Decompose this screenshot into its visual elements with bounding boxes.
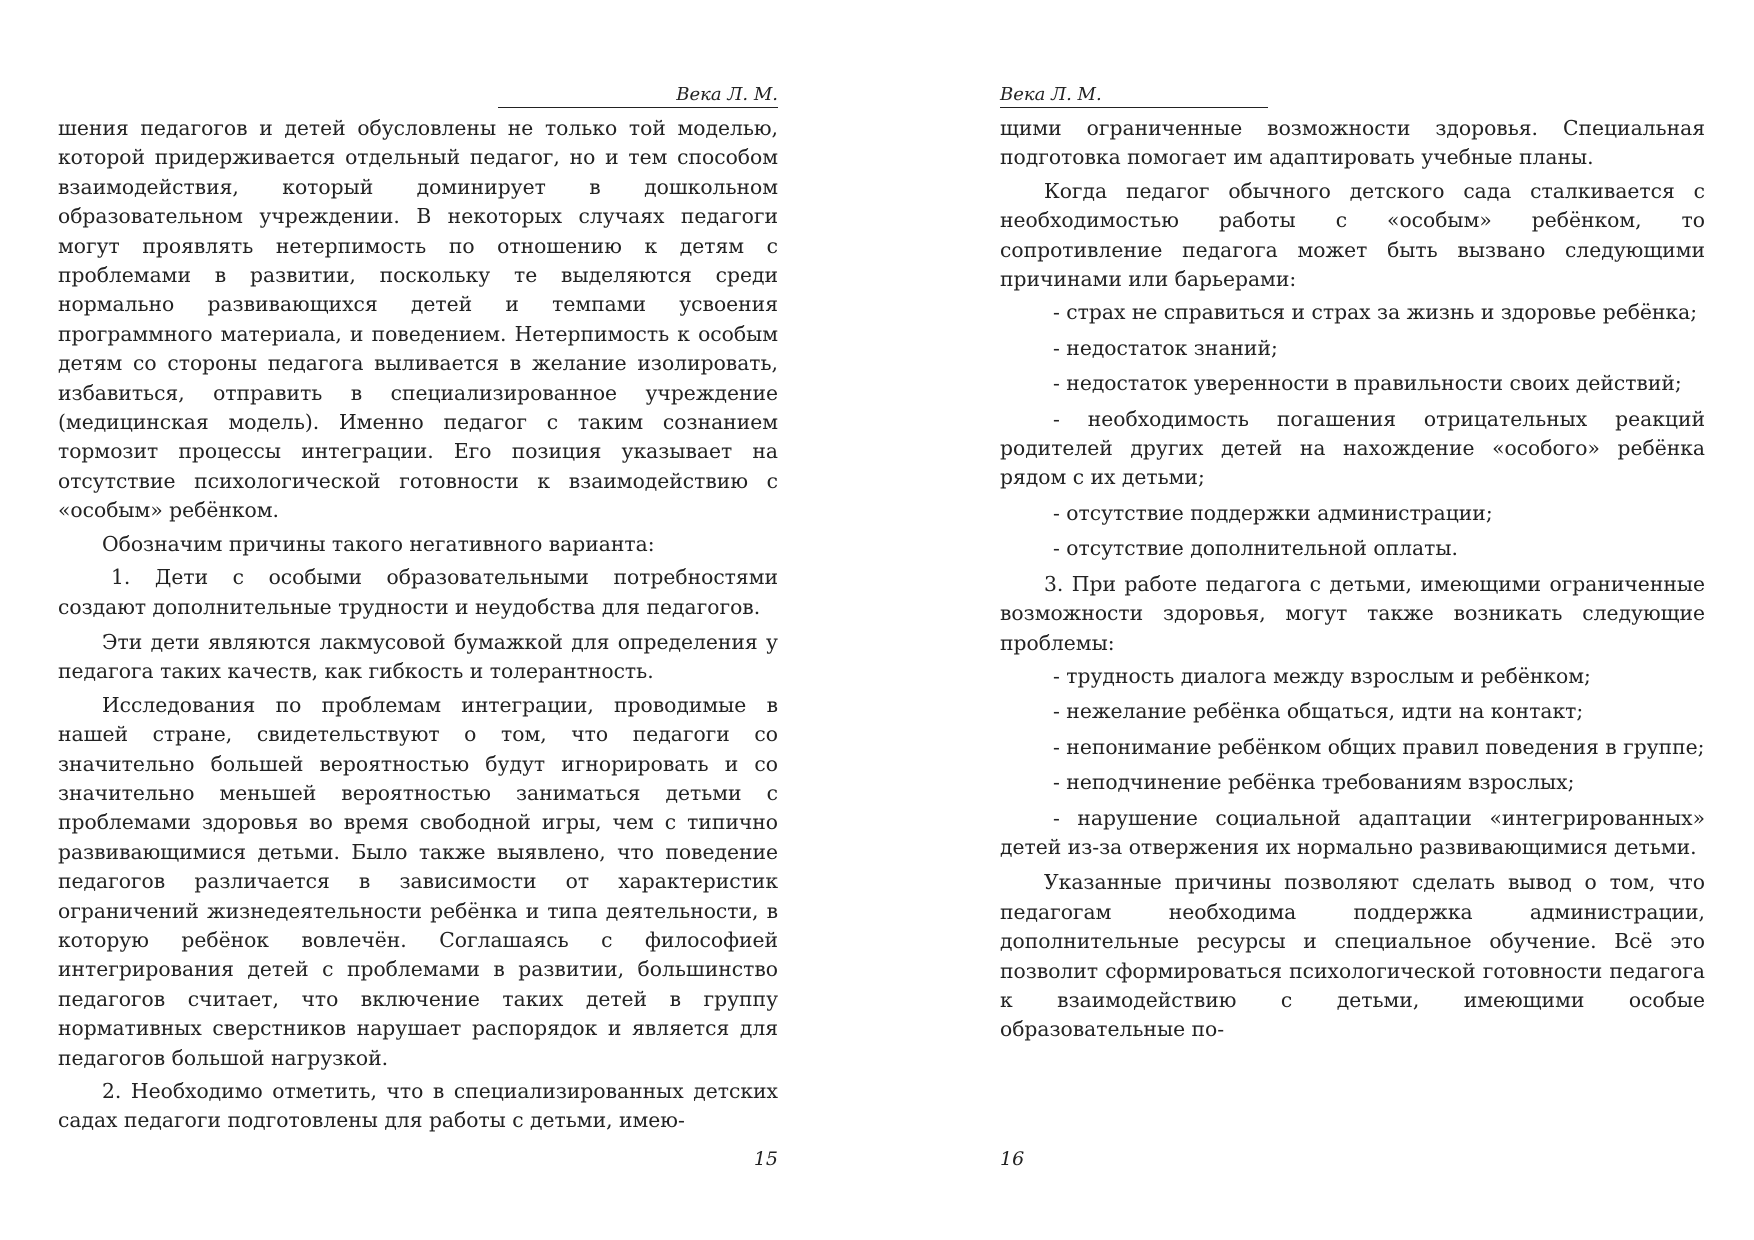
page-body — [58, 114, 778, 1140]
list-item: - нарушение социальной адаптации «интегрированных» детей из-за отвержения их нормально развивающимися детьми. — [1000, 805, 1705, 859]
paragraph: Указанные причины позволяют сделать вывод о том, что педагогам необходима поддержка администрации, дополнительные ресурсы и специальное обучение. Всё это позволит сформироваться психологической готовности педагога к взаимодействию с детьми, имеющими особые образовательные по- — [1000, 870, 1705, 1042]
numbered-item: 1. Дети с особыми образовательными потребностями создают дополнительные трудности и неудобства для педагогов. — [58, 565, 778, 619]
header-rule — [1000, 107, 1268, 108]
paragraph: Обозначим причины такого негативного варианта: — [102, 531, 655, 556]
paragraph: Исследования по проблемам интеграции, проводимые в нашей стране, свидетельствуют о том, что педагоги со значительно большей вероятностью будут игнорировать и со значительно меньшей вероятностью заниматься детьми с проблемами здоровья во время свободной игры, чем с типично развивающимися детьми. Было также выявлено, что поведение педагогов различается в зависимости от характеристик ограничений жизнедеятельности ребёнка и типа деятельности, в которую ребёнок вовлечён. Соглашаясь с философией интегрирования детей с проблемами в развитии, большинство педагогов считает, что включение таких детей в группу нормативных сверстников нарушает распорядок и является для педагогов большой нагрузкой. — [58, 692, 778, 1070]
paragraph: Эти дети являются лакмусовой бумажкой для определения у педагога таких качеств, как гибкость и толерантность. — [58, 629, 778, 684]
numbered-item: 3. При работе педагога с детьми, имеющими ограниченные возможности здоровья, могут также возникать следующие проблемы: — [1000, 571, 1705, 655]
list-item: - нежелание ребёнка общаться, идти на контакт; — [1053, 699, 1584, 724]
list-item: - непонимание ребёнком общих правил поведения в группе; — [1053, 734, 1705, 759]
paragraph: 2. Необходимо отметить, что в специализированных детских садах педагоги подготовлены для работы с детьми, имею- — [58, 1079, 778, 1133]
paragraph: шения педагогов и детей обусловлены не только той моделью, которой придерживается отдельный педагог, но и тем способом взаимодействия, который доминирует в дошкольном образовательном учреждении. В некоторых случаях педагоги могут проявлять нетерпимость по отношению к детям с проблемами в развитии, поскольку те выделяются среди нормально развивающихся детей и темпами усвоения программного материала, и поведением. Нетерпимость к особым детям со стороны педагога выливается в желание изолировать, избавиться, отправить в специализированное учреждение (медицинская модель). Именно педагог с таким сознанием тормозит процессы интеграции. Его позиция указывает на отсутствие психологической готовности к взаимодействию с «особым» ребёнком. — [58, 116, 778, 523]
page-body — [1000, 114, 1705, 1049]
list-item: - отсутствие дополнительной оплаты. — [1053, 536, 1458, 561]
list-item: - необходимость погашения отрицательных реакций родителей других детей на нахождение «особого» ребёнка рядом с их детьми; — [1000, 406, 1705, 490]
list-item: - трудность диалога между взрослым и ребёнком; — [1053, 663, 1591, 688]
list-item: - недостаток уверенности в правильности своих действий; — [1053, 371, 1682, 396]
header-rule — [498, 107, 778, 108]
page-number: 16 — [1000, 1148, 1025, 1170]
paragraph: Когда педагог обычного детского сада сталкивается с необходимостью работы с «особым» ребёнком, то сопротивление педагога может быть вызвано следующими причинами или барьерами: — [1000, 178, 1705, 292]
list-item: - недостаток знаний; — [1053, 335, 1278, 360]
list-item: - отсутствие поддержки администрации; — [1053, 500, 1493, 525]
page-number: 15 — [753, 1148, 778, 1170]
list-item: - страх не справиться и страх за жизнь и здоровье ребёнка; — [1053, 300, 1698, 325]
right-page — [1000, 0, 1705, 1240]
paragraph: щими ограниченные возможности здоровья. Специальная подготовка помогает им адаптировать учебные планы. — [1000, 116, 1705, 170]
list-item: - неподчинение ребёнка требованиям взрослых; — [1053, 770, 1575, 795]
left-page — [58, 0, 778, 1240]
running-header: Века Л. М. — [1000, 84, 1102, 105]
running-header: Века Л. М. — [676, 84, 778, 105]
